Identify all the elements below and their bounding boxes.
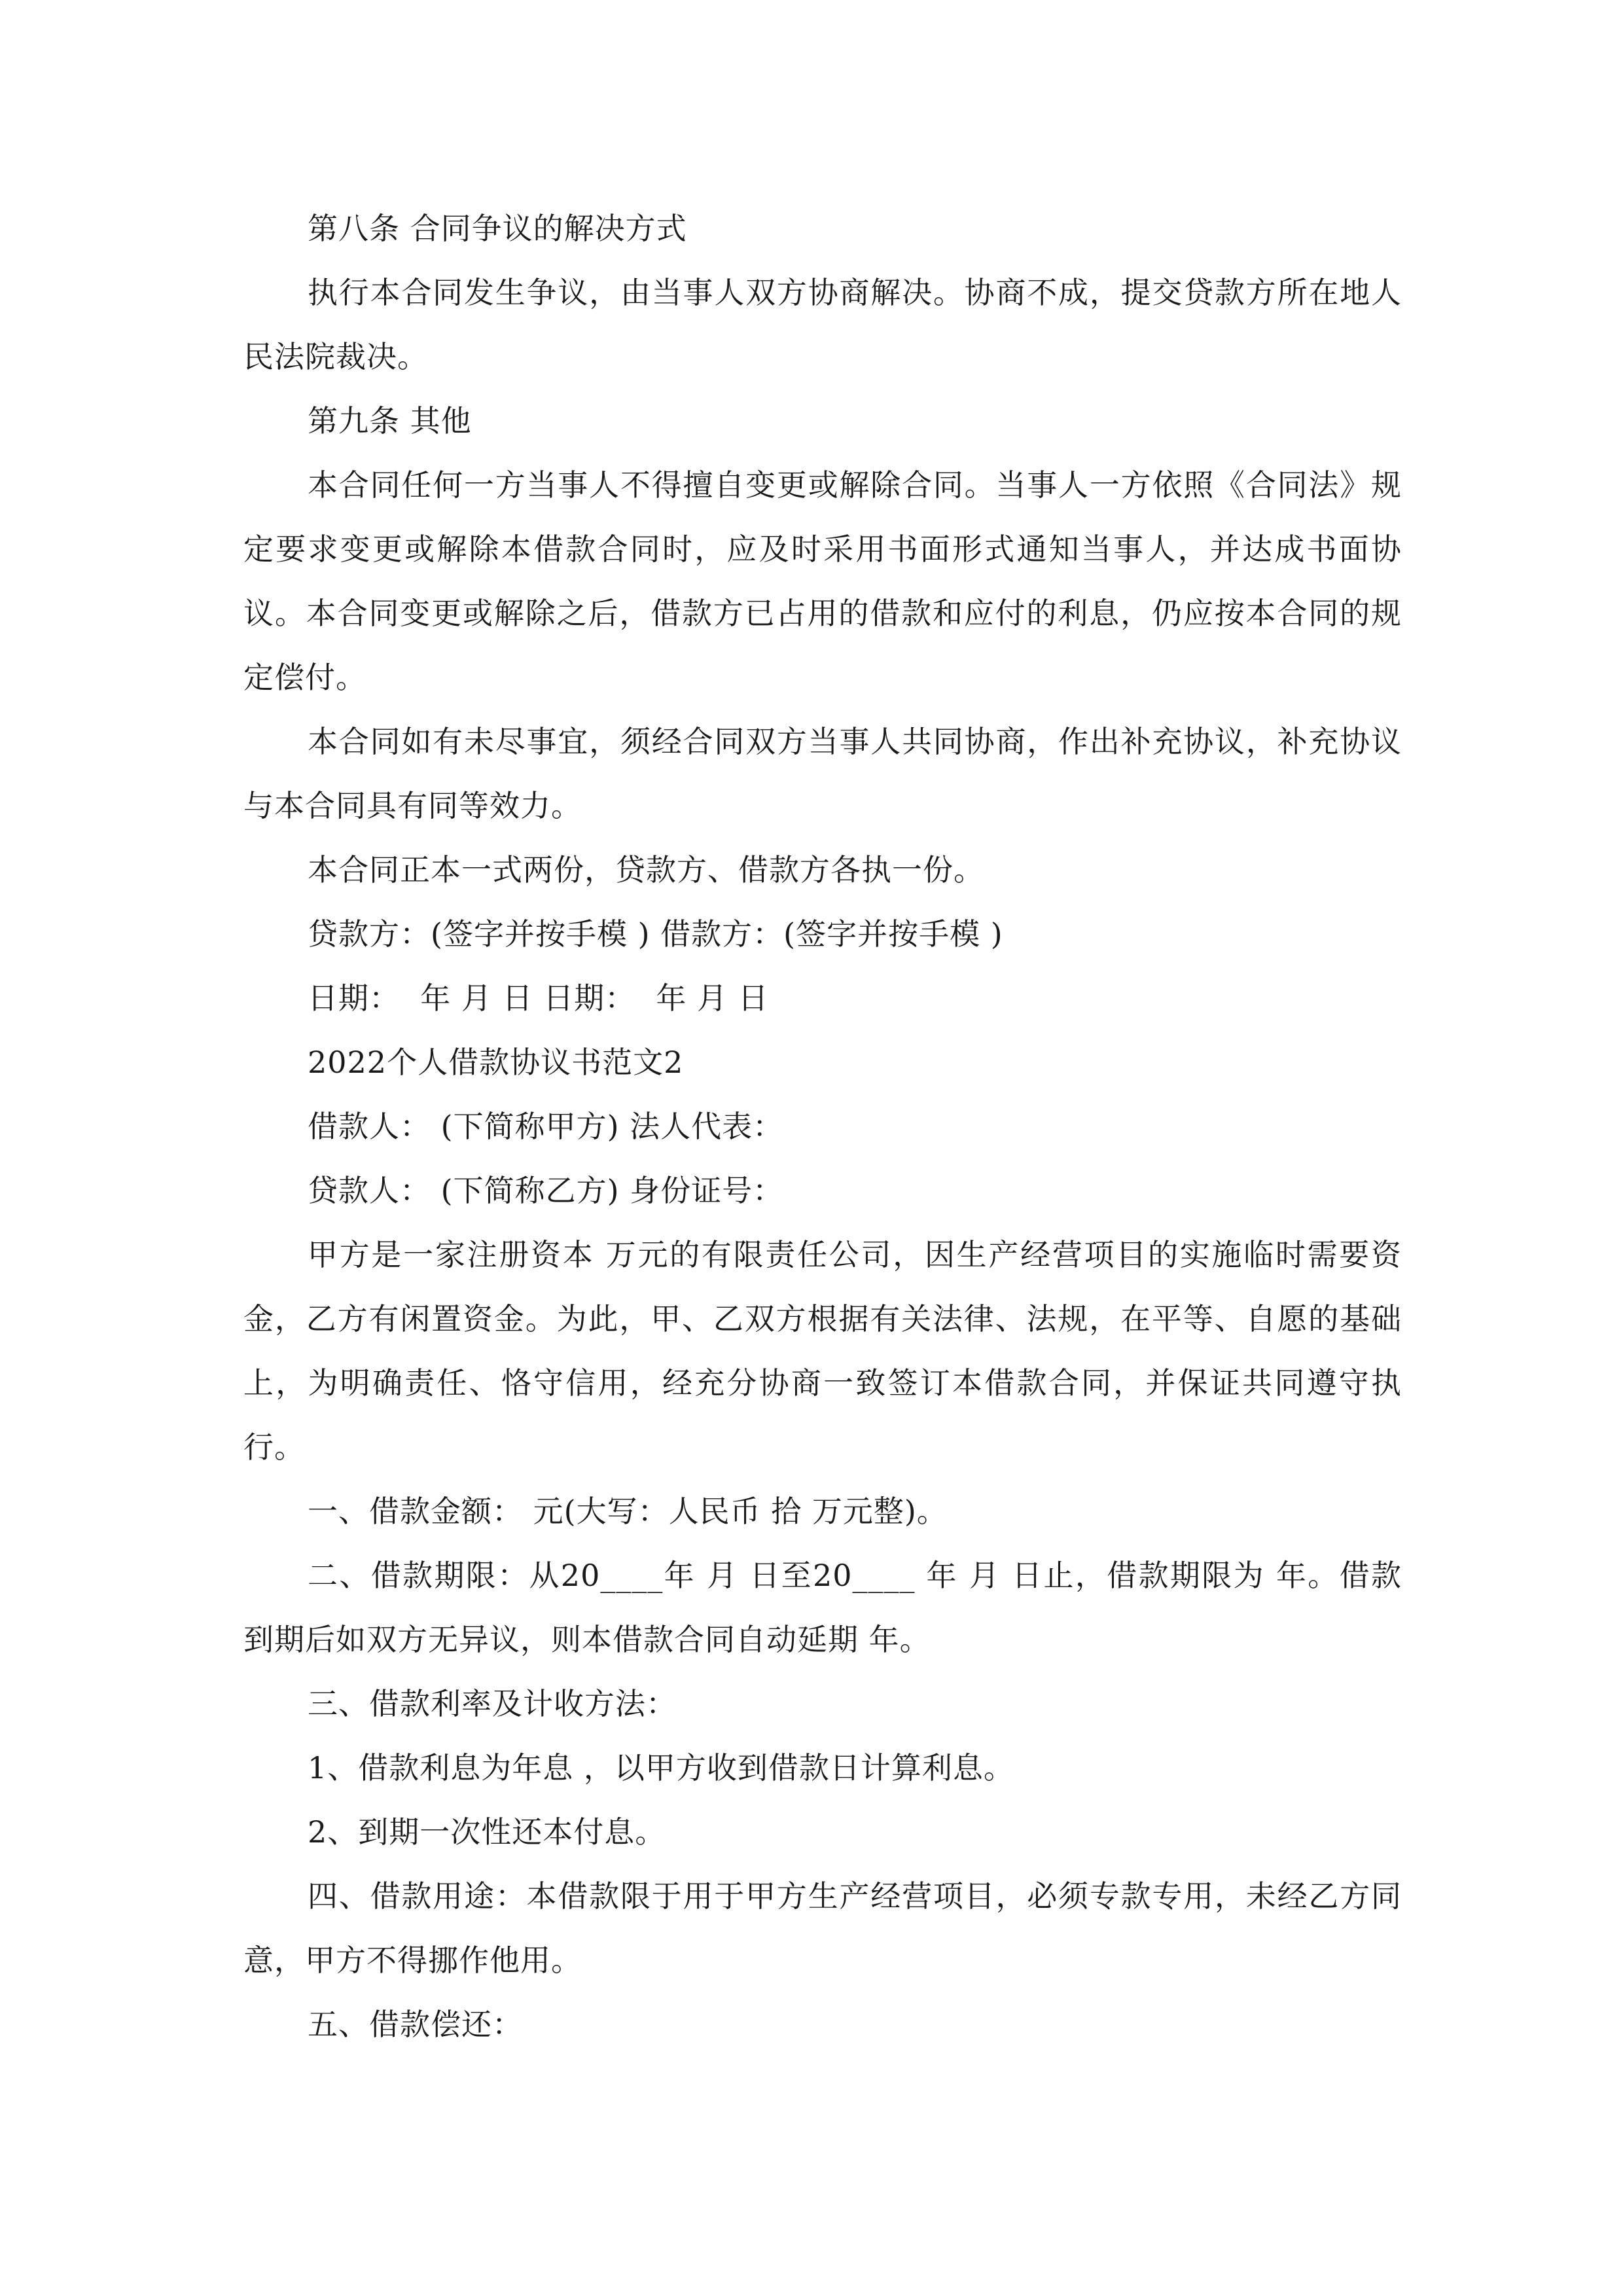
document-body xyxy=(243,196,1402,2056)
interest-heading: 三、借款利率及计收方法： xyxy=(308,1686,677,1721)
article-8-heading: 第八条 合同争议的解决方式 xyxy=(308,211,687,246)
sample-2-title: 2022个人借款协议书范文2 xyxy=(308,1045,684,1080)
date-line: 日期： 年 月 日 日期： 年 月 日 xyxy=(308,980,769,1016)
interest-item-1: 1、借款利息为年息 ，以甲方收到借款日计算利息。 xyxy=(308,1750,1014,1785)
borrower-line: 借款人： (下简称甲方) 法人代表： xyxy=(308,1109,784,1144)
interest-item-2: 2、到期一次性还本付息。 xyxy=(308,1814,666,1850)
signature-line: 贷款方：(签字并按手模 ) 借款方：(签字并按手模 ) xyxy=(308,916,1003,952)
repayment-heading: 五、借款偿还： xyxy=(308,2007,523,2042)
loan-amount-clause: 一、借款金额： 元(大写：人民币 拾 万元整)。 xyxy=(308,1494,948,1529)
article-9-text-2: 本合同如有未尽事宜，须经合同双方当事人共同协商，作出补充协议，补充协议与本合同具有同等效力。 xyxy=(243,724,1402,823)
preamble-paragraph: 甲方是一家注册资本 万元的有限责任公司，因生产经营项目的实施临时需要资金，乙方有闲置资金。为此，甲、乙双方根据有关法律、法规，在平等、自愿的基础上，为明确责任、恪守信用，经充分协商一致签订本借款合同，并保证共同遵守执行。 xyxy=(243,1237,1402,1465)
article-9-heading: 第九条 其他 xyxy=(308,403,472,439)
lender-line: 贷款人： (下简称乙方) 身份证号： xyxy=(308,1173,784,1208)
article-8-text: 执行本合同发生争议，由当事人双方协商解决。协商不成，提交贷款方所在地人民法院裁决。 xyxy=(243,275,1402,374)
copies-clause: 本合同正本一式两份，贷款方、借款方各执一份。 xyxy=(308,852,984,888)
article-9-text-1: 本合同任何一方当事人不得擅自变更或解除合同。当事人一方依照《合同法》规定要求变更或解除本借款合同时，应及时采用书面形式通知当事人，并达成书面协议。本合同变更或解除之后，借款方已占用的借款和应付的利息，仍应按本合同的规定偿付。 xyxy=(243,467,1402,695)
loan-purpose-clause: 四、借款用途：本借款限于用于甲方生产经营项目，必须专款专用，未经乙方同意，甲方不得挪作他用。 xyxy=(243,1878,1402,1978)
loan-term-clause: 二、借款期限：从20____年 月 日至20____ 年 月 日止，借款期限为 年。借款到期后如双方无异议，则本借款合同自动延期 年。 xyxy=(243,1558,1402,1657)
